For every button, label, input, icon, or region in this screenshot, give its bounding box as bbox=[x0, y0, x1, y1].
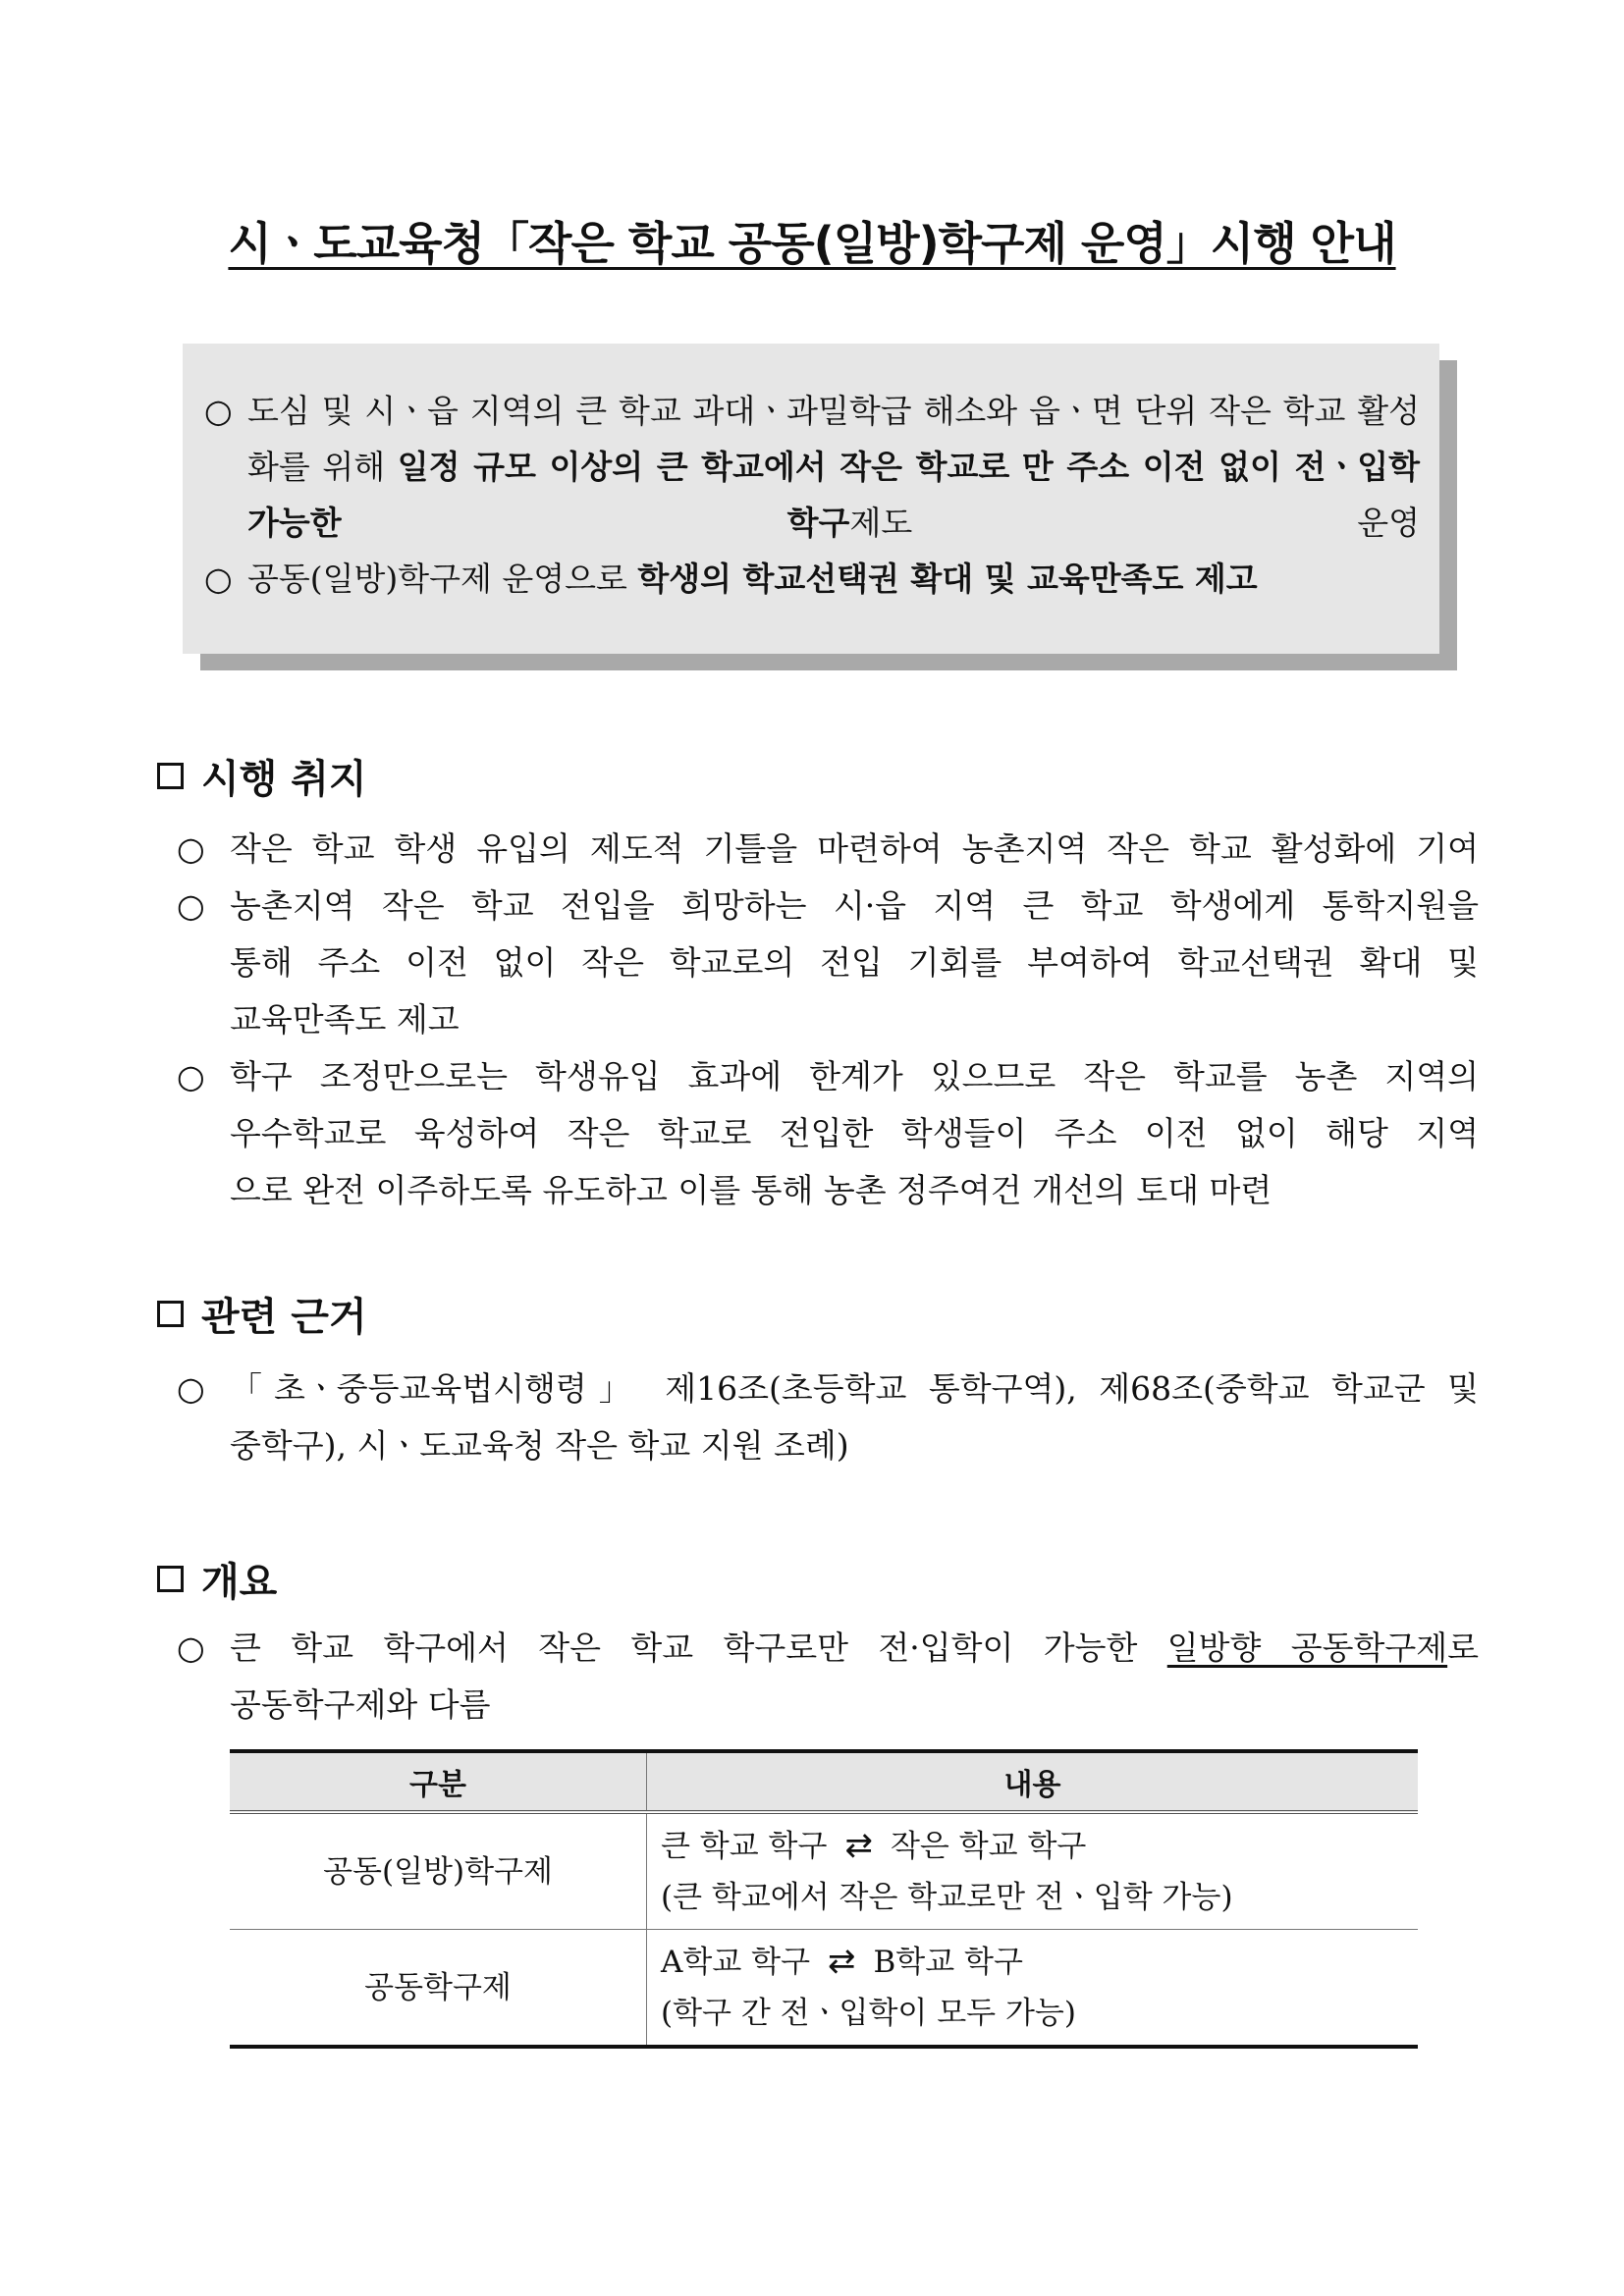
document-title: 시ㆍ도교육청「작은 학교 공동(일방)학구제 운영」시행 안내 bbox=[228, 217, 1396, 270]
table-row bbox=[230, 1812, 1418, 1930]
list-item-text: 으로 완전 이주하도록 유도하고 이를 통해 농촌 정주여건 개선의 토대 마련 bbox=[230, 1171, 1272, 1209]
summary-line: 공동(일방)학구제 운영으로 bbox=[247, 560, 627, 598]
exchange-arrows-icon: ⇄ bbox=[844, 1826, 873, 1865]
list-item-text: 공동학구제와 다름 bbox=[230, 1685, 491, 1724]
basis-list bbox=[177, 1361, 1479, 1474]
list-item-text: 학구 조정만으로는 학생유입 효과에 한계가 있으므로 작은 학교를 농촌 지역의 bbox=[230, 1057, 1479, 1095]
circle-bullet: ○ bbox=[204, 560, 233, 598]
summary-item-text bbox=[247, 551, 1420, 607]
section-heading-text: 관련 근거 bbox=[201, 1295, 367, 1340]
circle-bullet: ○ bbox=[177, 886, 205, 925]
list-item-text: 중학구), 시ㆍ도교육청 작은 학교 지원 조례) bbox=[230, 1426, 849, 1465]
summary-item bbox=[204, 551, 1420, 607]
summary-line: 제도 운영 bbox=[849, 504, 1420, 542]
checkbox-square-icon bbox=[157, 1566, 184, 1592]
table-row bbox=[230, 1930, 1418, 2048]
summary-emphasis: 만 주소 이전 없이 전ㆍ입학 가능한 학구 bbox=[247, 448, 1420, 542]
overview-list bbox=[177, 1620, 1479, 1734]
list-item-text bbox=[230, 1620, 1479, 1677]
district-to: B학교 학구 bbox=[873, 1945, 1023, 1980]
table-header-cell: 내용 bbox=[647, 1751, 1419, 1812]
overview-text: 로 bbox=[1447, 1629, 1480, 1667]
table-cell-content bbox=[647, 1930, 1419, 2048]
section-heading-purpose bbox=[157, 748, 367, 804]
list-item-text: 작은 학교 학생 유입의 제도적 기틀을 마련하여 농촌지역 작은 학교 활성화에 기여 bbox=[230, 829, 1479, 868]
table-header-row bbox=[230, 1751, 1418, 1812]
district-flow bbox=[661, 1936, 1404, 1988]
list-item-text: 우수학교로 육성하여 작은 학교로 전입한 학생들이 주소 이전 없이 해당 지역 bbox=[230, 1114, 1479, 1152]
section-heading-text: 개요 bbox=[201, 1560, 278, 1605]
list-item bbox=[177, 1361, 1479, 1474]
section-heading-overview bbox=[157, 1551, 277, 1607]
exchange-arrows-icon: ⇄ bbox=[828, 1942, 856, 1981]
district-to: 작은 학교 학구 bbox=[890, 1829, 1087, 1864]
circle-bullet: ○ bbox=[177, 1369, 205, 1408]
summary-box bbox=[183, 344, 1439, 654]
summary-item bbox=[204, 383, 1420, 551]
table-header-cell: 구분 bbox=[230, 1751, 647, 1812]
list-item bbox=[177, 878, 1479, 1048]
summary-item-text bbox=[247, 383, 1420, 551]
list-item bbox=[177, 821, 1479, 878]
table-cell-category: 공동(일방)학구제 bbox=[230, 1812, 647, 1930]
checkbox-square-icon bbox=[157, 763, 184, 789]
table-note: (학구 간 전ㆍ입학이 모두 가능) bbox=[661, 1996, 1076, 2031]
summary-line: 도심 및 시ㆍ읍 지역의 큰 학교 과대ㆍ과밀학급 해소와 읍ㆍ면 단위 bbox=[247, 392, 1198, 430]
section-heading-text: 시행 취지 bbox=[201, 757, 367, 802]
summary-emphasis: 일정 규모 이상의 큰 학교에서 작은 학교로 bbox=[397, 448, 1010, 486]
list-item-text: 통해 주소 이전 없이 작은 학교로의 전입 기회를 부여하여 학교선택권 확대 및 bbox=[230, 943, 1479, 982]
district-from: A학교 학구 bbox=[661, 1945, 811, 1980]
list-item bbox=[177, 1048, 1479, 1219]
summary-line: 작은 학교 활성화를 위해 bbox=[247, 392, 1420, 486]
circle-bullet: ○ bbox=[177, 829, 205, 868]
table-note: (큰 학교에서 작은 학교로만 전ㆍ입학 가능) bbox=[661, 1880, 1233, 1915]
comparison-table bbox=[230, 1749, 1418, 2049]
underlined-term: 일방향 공동학구제 bbox=[1166, 1629, 1448, 1667]
circle-bullet: ○ bbox=[204, 392, 233, 430]
summary-emphasis: 학생의 학교선택권 확대 및 교육만족도 제고 bbox=[637, 560, 1258, 598]
district-flow bbox=[661, 1820, 1404, 1872]
circle-bullet: ○ bbox=[177, 1629, 205, 1667]
list-item bbox=[177, 1620, 1479, 1734]
checkbox-square-icon bbox=[157, 1301, 184, 1327]
circle-bullet: ○ bbox=[177, 1057, 205, 1095]
district-from: 큰 학교 학구 bbox=[661, 1829, 828, 1864]
section-heading-basis bbox=[157, 1286, 367, 1342]
table-cell-content bbox=[647, 1812, 1419, 1930]
list-item-text: 농촌지역 작은 학교 전입을 희망하는 시·읍 지역 큰 학교 학생에게 통학지원을 bbox=[230, 886, 1479, 925]
list-item-text: 교육만족도 제고 bbox=[230, 1000, 460, 1039]
purpose-list bbox=[177, 821, 1479, 1219]
table-cell-category: 공동학구제 bbox=[230, 1930, 647, 2048]
list-item-text: 「초ㆍ중등교육법시행령」 제16조(초등학교 통학구역), 제68조(중학교 학교군 및 bbox=[230, 1369, 1479, 1408]
overview-text: 큰 학교 학구에서 작은 학교 학구로만 전·입학이 가능한 bbox=[230, 1629, 1138, 1667]
